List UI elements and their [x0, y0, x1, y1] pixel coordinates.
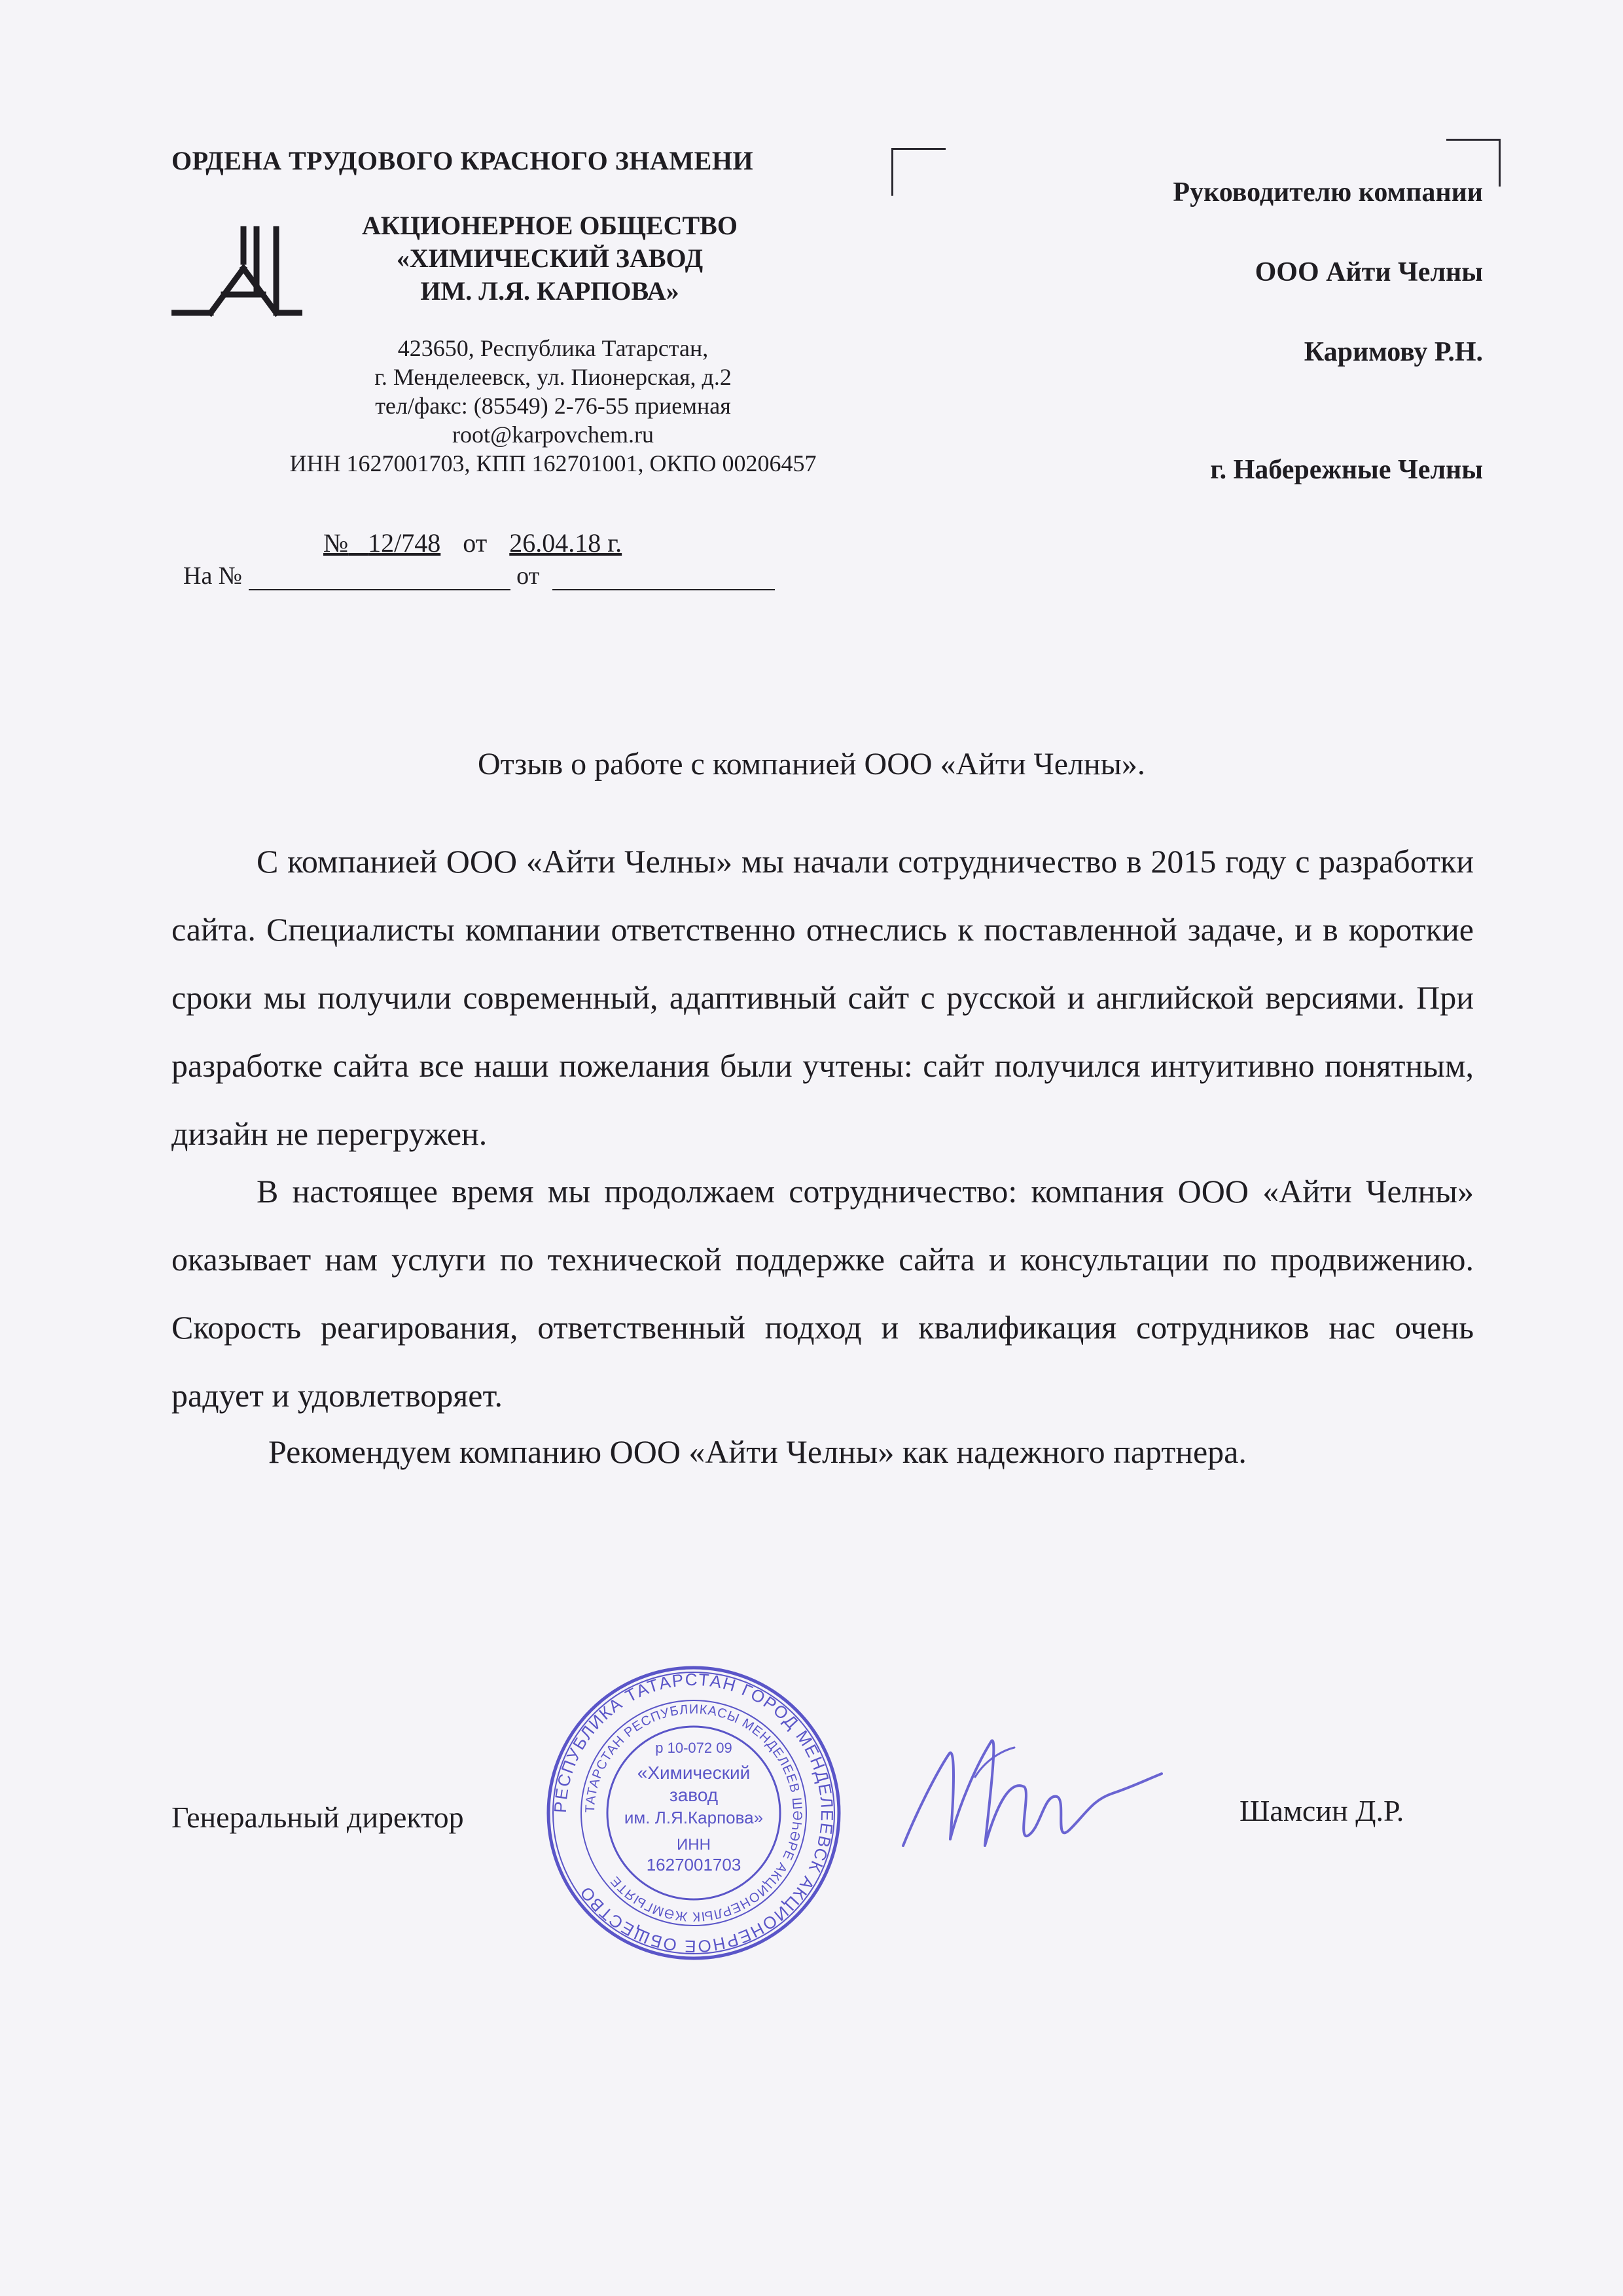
ref-label: На № — [183, 562, 243, 590]
company-address — [242, 334, 864, 478]
stamp-center-line: «Химический — [637, 1763, 751, 1783]
addressee-line: ООО Айти Челны — [1255, 257, 1483, 287]
company-line: ИМ. Л.Я. КАРПОВА» — [420, 276, 679, 306]
email-line: root@karpovchem.ru — [452, 422, 654, 448]
stamp-code: р 10-072 09 — [655, 1740, 732, 1756]
addressee-line: Каримову Р.Н. — [1304, 337, 1483, 367]
signer-position: Генеральный директор — [171, 1801, 464, 1834]
company-stamp-icon — [543, 1662, 844, 1964]
company-line: «ХИМИЧЕСКИЙ ЗАВОД — [396, 243, 704, 273]
address-line: 423650, Республика Татарстан, — [397, 335, 709, 361]
letter-paragraph — [171, 827, 1474, 1168]
company-logo-icon — [171, 223, 302, 317]
letter-paragraph — [171, 1157, 1474, 1429]
outgoing-number-line — [314, 528, 631, 558]
order-line: ОРДЕНА ТРУДОВОГО КРАСНОГО ЗНАМЕНИ — [171, 146, 754, 175]
address-corner-mark-left — [891, 148, 946, 196]
stamp-center-line: 1627001703 — [646, 1855, 741, 1874]
date-value: 26.04.18 г. — [509, 528, 622, 558]
number-value: 12/748 — [368, 528, 441, 558]
letter-title: Отзыв о работе с компанией ООО «Айти Челны». — [478, 747, 1145, 781]
address-line: тел/факс: (85549) 2-76-55 приемная — [375, 393, 731, 419]
handwritten-signature-icon — [877, 1715, 1165, 1872]
number-label: № — [323, 528, 349, 558]
from-label: от — [463, 528, 488, 558]
ref-number-blank — [249, 569, 510, 590]
company-name — [314, 209, 785, 308]
signer-name: Шамсин Д.Р. — [1240, 1794, 1404, 1827]
stamp-center-line: ИНН — [677, 1836, 711, 1854]
stamp-outer-text: РЕСПУБЛИКА ТАТАРСТАН ГОРОД МЕНДЕЛЕЕВСК АКЦИОНЕРНОЕ ОБЩЕСТВО — [550, 1669, 838, 1957]
company-line: АКЦИОНЕРНОЕ ОБЩЕСТВО — [362, 211, 738, 240]
registration-line: ИНН 1627001703, КПП 162701001, ОКПО 00206457 — [289, 450, 817, 476]
reference-line — [183, 562, 775, 590]
paragraph-text: В настоящее время мы продолжаем сотрудничество: компания ООО «Айти Челны» оказывает нам услуги по технической поддержке сайта и консультации по продвижению. Скорость реагирования, ответственный подход и квалификация сотрудников нас очень радует и удовлетворяет. — [171, 1173, 1474, 1414]
addressee-line: Руководителю компании — [1173, 177, 1483, 207]
addressee-line: г. Набережные Челны — [1210, 455, 1483, 485]
paragraph-text: Рекомендуем компанию ООО «Айти Челны» как надежного партнера. — [268, 1433, 1247, 1470]
stamp-center-line: им. Л.Я.Карпова» — [624, 1808, 764, 1827]
stamp-inner-ring-text: ТАТАРСТАН РЕСПУБЛИКАСЫ МЕНДЕЛЕЕВ ШӘҺӘРЕ АКЦИОНЕРЛЫК ЖӘМГЫЯТЕ — [582, 1702, 805, 1924]
ref-from-label: от — [516, 562, 540, 590]
paragraph-text: С компанией ООО «Айти Челны» мы начали сотрудничество в 2015 году с разработки сайта. Специалисты компании ответственно отнеслись к поставленной задаче, и в короткие сроки мы получили современный, адаптивный сайт с русской и английской версиями. При разработке сайта все наши пожелания были учтены: сайт получился интуитивно понятным, дизайн не перегружен. — [171, 843, 1474, 1152]
stamp-center-line: завод — [669, 1785, 719, 1805]
ref-date-blank — [552, 569, 775, 590]
letter-paragraph — [268, 1418, 1512, 1486]
address-line: г. Менделеевск, ул. Пионерская, д.2 — [374, 364, 732, 390]
